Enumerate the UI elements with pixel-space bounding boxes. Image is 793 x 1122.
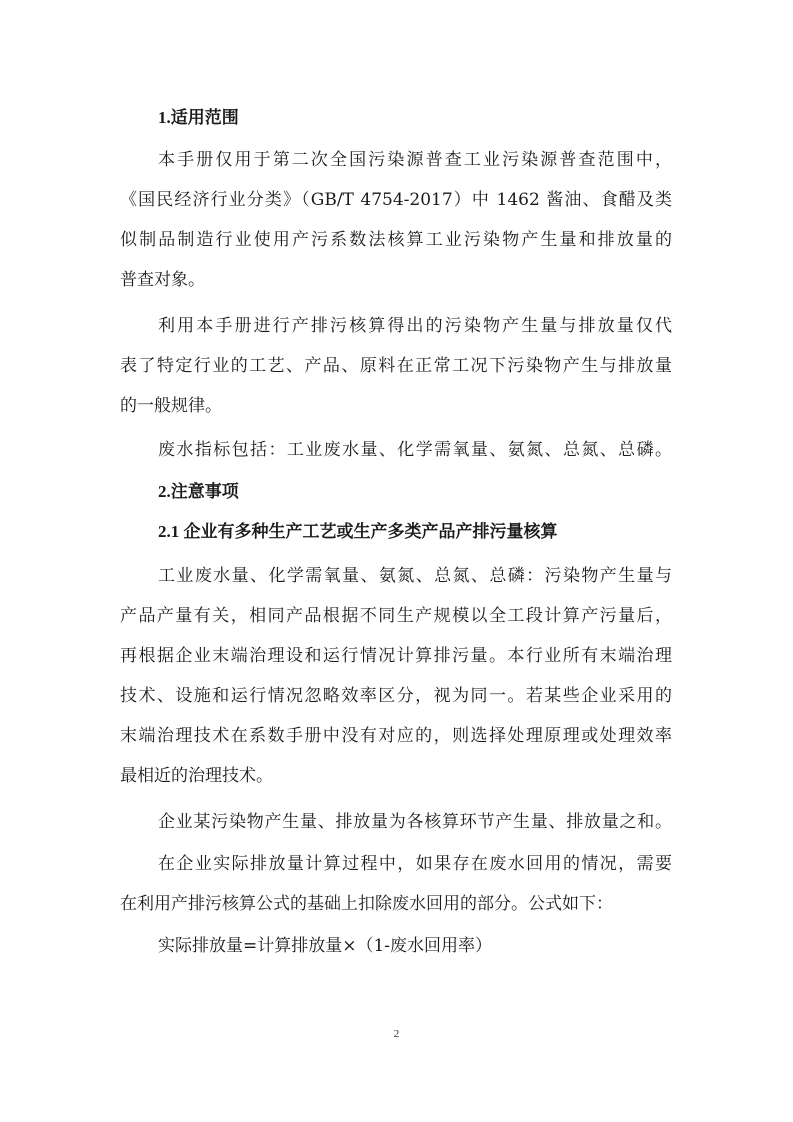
paragraph-line: 工业废水量、化学需氧量、氨氮、总氮、总磷：污染物产生量与 — [158, 566, 672, 586]
paragraph-line: 最相近的治理技术。 — [120, 766, 273, 786]
paragraph-line: 在企业实际排放量计算过程中，如果存在废水回用的情况，需要 — [158, 854, 672, 874]
subsection-2-1-heading: 2.1 企业有多种生产工艺或生产多类产品产排污量核算 — [158, 522, 558, 541]
paragraph-line: 利用本手册进行产排污核算得出的污染物产生量与排放量仅代 — [158, 316, 672, 336]
paragraph-line: 末端治理技术在系数手册中没有对应的，则选择处理原理或处理效率 — [120, 726, 672, 746]
section-1-heading: 1.适用范围 — [158, 108, 239, 127]
paragraph-line: 废水指标包括：工业废水量、化学需氧量、氨氮、总氮、总磷。 — [158, 440, 672, 460]
paragraph-line: 在利用产排污核算公式的基础上扣除废水回用的部分。公式如下： — [120, 894, 613, 914]
paragraph-line: 似制品制造行业使用产污系数法核算工业污染物产生量和排放量的 — [120, 230, 672, 250]
paragraph-line: 再根据企业末端治理设和运行情况计算排污量。本行业所有末端治理 — [120, 646, 672, 666]
paragraph-line: 本手册仅用于第二次全国污染源普查工业污染源普查范围中， — [158, 150, 672, 170]
paragraph-line: 企业某污染物产生量、排放量为各核算环节产生量、排放量之和。 — [158, 812, 672, 832]
page-number: 2 — [393, 1028, 400, 1040]
paragraph-line: 《国民经济行业分类》（GB/T 4754-2017）中 1462 酱油、食醋及类 — [120, 190, 672, 210]
paragraph-line: 产品产量有关，相同产品根据不同生产规模以全工段计算产污量后， — [120, 606, 672, 626]
paragraph-line: 普查对象。 — [120, 270, 205, 290]
section-2-heading: 2.注意事项 — [158, 482, 239, 501]
paragraph-line: 表了特定行业的工艺、产品、原料在正常工况下污染物产生与排放量 — [120, 356, 672, 376]
paragraph-line: 的一般规律。 — [120, 396, 222, 416]
formula-line: 实际排放量=计算排放量×（1-废水回用率） — [158, 936, 493, 956]
paragraph-line: 技术、设施和运行情况忽略效率区分，视为同一。若某些企业采用的 — [120, 686, 672, 706]
